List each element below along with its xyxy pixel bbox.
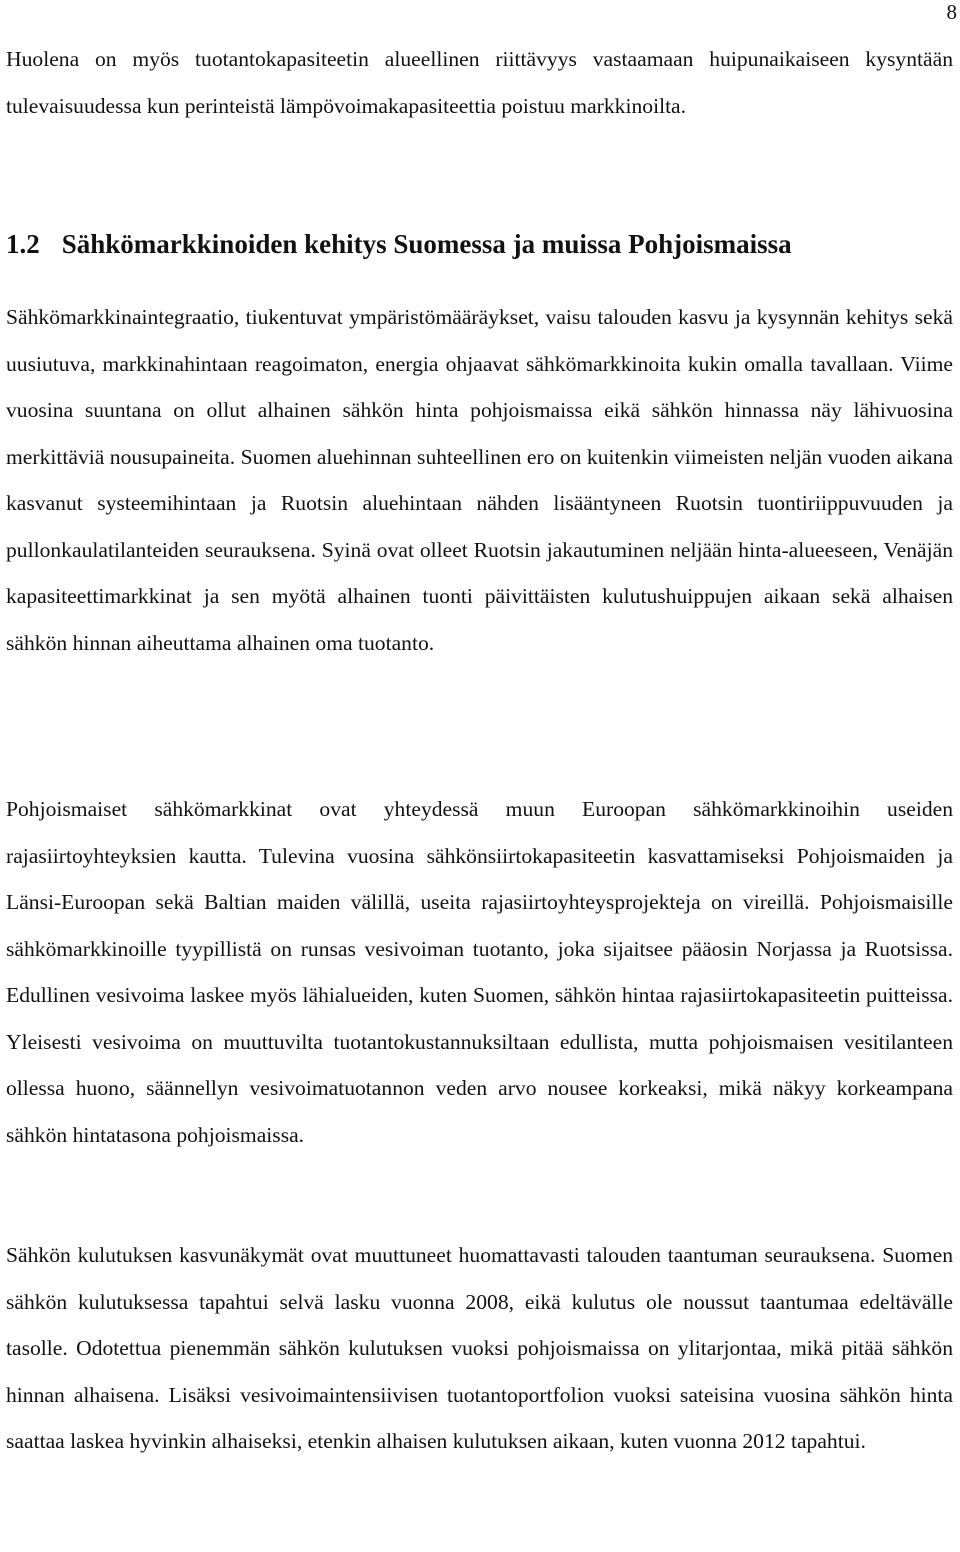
body-paragraph-3: Sähkön kulutuksen kasvunäkymät ovat muuttuneet huomattavasti talouden taantuman seurauksena. Suomen sähkön kulutuksessa tapahtui selvä lasku vuonna 2008, eikä kulutus ole noussut taantumaa edeltävälle tasolle. Odotettua pienemmän sähkön kulutuksen vuoksi pohjoismaissa on ylitarjontaa, mikä pitää sähkön hinnan alhaisena. Lisäksi vesivoimaintensiivisen tuotantoportfolion vuoksi sateisina vuosina sähkön hinta saattaa laskea hyvinkin alhaiseksi, etenkin alhaisen kulutuksen aikaan, kuten vuonna 2012 tapahtui. (6, 1243, 953, 1453)
body-paragraph-1: Sähkömarkkinaintegraatio, tiukentuvat ympäristömääräykset, vaisu talouden kasvu ja kysynnän kehitys sekä uusiutuva, markkinahintaan reagoimaton, energia ohjaavat sähkömarkkinoita kukin omalla tavallaan. Viime vuosina suuntana on ollut alhainen sähkön hinta pohjoismaissa eikä sähkön hinnassa näy lähivuosina merkittäviä nousupaineita. Suomen aluehinnan suhteellinen ero on kuitenkin viimeisten neljän vuoden aikana kasvanut systeemihintaan ja Ruotsin aluehintaan nähden lisääntyneen Ruotsin tuontiriippuvuuden ja pullonkaulatilanteiden seurauksena. Syinä ovat olleet Ruotsin jakautuminen neljään hinta-alueeseen, Venäjän kapasiteettimarkkinat ja sen myötä alhainen tuonti päivittäisten kulutushuippujen aikaan sekä alhaisen sähkön hinnan aiheuttama alhainen oma tuotanto. (6, 305, 953, 655)
body-paragraph-2: Pohjoismaiset sähkömarkkinat ovat yhteydessä muun Euroopan sähkömarkkinoihin useiden rajasiirtoyhteyksien kautta. Tulevina vuosina sähkönsiirtokapasiteetin kasvattamiseksi Pohjoismaiden ja Länsi-Euroopan sekä Baltian maiden välillä, useita rajasiirtoyhteysprojekteja on vireillä. Pohjoismaisille sähkömarkkinoille tyypillistä on runsas vesivoiman tuotanto, joka sijaitsee pääosin Norjassa ja Ruotsissa. Edullinen vesivoima laskee myös lähialueiden, kuten Suomen, sähkön hintaa rajasiirtokapasiteetin puitteissa. Yleisesti vesivoima on muuttuvilta tuotantokustannuksiltaan edullista, mutta pohjoismaisen vesitilanteen ollessa huono, säännellyn vesivoimatuotannon veden arvo nousee korkeaksi, mikä näkyy korkeampana sähkön hintatasona pohjoismaissa. (6, 797, 953, 1147)
section-title: Sähkömarkkinoiden kehitys Suomessa ja muissa Pohjoismaissa (61, 229, 792, 259)
intro-paragraph: Huolena on myös tuotantokapasiteetin alueellinen riittävyys vastaamaan huipunaikaiseen kysyntään tulevaisuudessa kun perinteistä lämpövoimakapasiteettia poistuu markkinoilta. (6, 47, 953, 118)
page-number: 8 (946, 0, 957, 24)
section-heading (6, 222, 792, 266)
section-number: 1.2 (6, 229, 40, 259)
